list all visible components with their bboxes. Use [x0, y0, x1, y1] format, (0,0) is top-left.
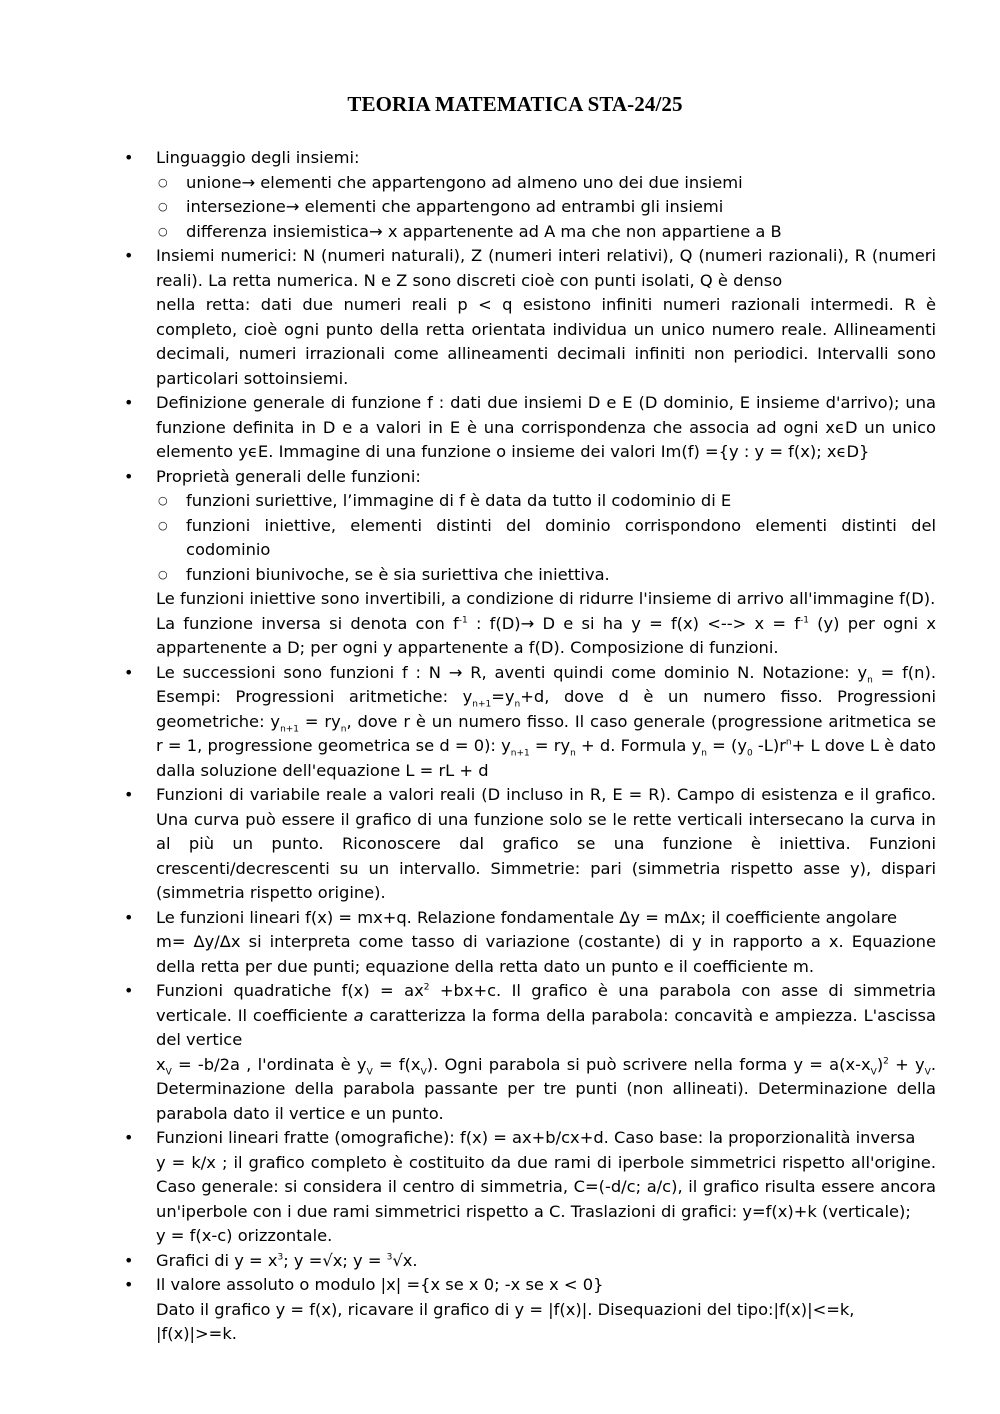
subscript: V — [366, 1066, 373, 1077]
text-run: = ry — [529, 736, 571, 755]
sub-item-biunivoche: ○ funzioni biunivoche, se è sia suriettiva che iniettiva. — [156, 563, 936, 588]
superscript: 2 — [883, 1056, 889, 1067]
bullet-variabile-reale: • Funzioni di variabile reale a valori reali (D incluso in R, E = R). Campo di esistenza e il grafico. Una curva può essere il grafico di una funzione solo se le rette verticali intersecano la curva in al più un punto. Riconoscere dal grafico se una funzione è iniettiva. Funzioni crescenti/decrescenti su un intervallo. Simmetrie: pari (simmetria rispetto asse y), dispari (simmetria rispetto origine). — [156, 783, 936, 906]
sub-item-suriettive: ○ funzioni suriettive, l’immagine di f è data da tutto il codominio di E — [156, 489, 936, 514]
text-run: = ry — [299, 711, 341, 731]
paragraph-line: Dato il grafico y = f(x), ricavare il grafico di y = |f(x)|. Disequazioni del tipo:|f(x)|<=k, — [156, 1299, 855, 1319]
bullet-successioni — [156, 661, 936, 784]
bullet-insiemi-numerici — [156, 244, 936, 391]
document-title: TEORIA MATEMATICA STA-24/25 — [347, 92, 683, 116]
text-run: = f(x — [372, 1054, 421, 1074]
text-run: Grafici di y = x — [156, 1250, 278, 1270]
text-run: : f(D)→ D e si ha y = f(x) <--> x = f — [467, 613, 800, 633]
text-run: = f(n). Esempi: Progressioni aritmetiche: y — [156, 662, 936, 706]
paragraph-inversa — [156, 612, 936, 661]
text-run: +bx+c. Il grafico è una parabola con asse di simmetria verticale. Il coefficiente — [156, 981, 936, 1025]
sub-item-unione: ○ unione→ elementi che appartengono ad almeno uno dei due insiemi — [156, 171, 936, 196]
bullet-funzioni-fratte — [156, 1126, 936, 1249]
italic-coefficient: a — [353, 1005, 364, 1025]
text-run: = -b/2a , l'ordinata è y — [171, 1054, 367, 1074]
bullet-definizione-funzione: • Definizione generale di funzione f : dati due insiemi D e E (D dominio, E insieme d'arrivo); una funzione definita in D e a valori in E è una corrispondenza che associa ad ogni xϵD un unico elemento yϵE. Immagine di una funzione o insieme dei valori Im(f) ={y : y = f(x); xϵD} — [156, 391, 936, 465]
bullet-heading: • Proprietà generali delle funzioni: — [156, 466, 421, 486]
paragraph-line: • Insiemi numerici: N (numeri naturali), Z (numeri interi relativi), Q (numeri razionali), R (numeri — [156, 246, 936, 265]
subscript: n — [340, 723, 347, 734]
text-run: ; y =√x; y = — [283, 1250, 387, 1270]
text-run: +d, dove d è un numero fisso. Progressioni geometriche: y — [156, 687, 936, 731]
subscript: n — [514, 699, 521, 710]
bullet-grafici — [156, 1249, 936, 1274]
text-run: , dove r è un numero fisso. Il caso generale (progressione aritmetica se r = 1, progressione geometrica se d = 0): y — [156, 711, 936, 755]
paragraph-line: • Funzioni lineari fratte (omografiche): f(x) = ax+b/cx+d. Caso base: la proporzionalità inversa — [156, 1128, 916, 1147]
text-run: Funzioni quadratiche f(x) = ax — [156, 981, 424, 1000]
superscript: -1 — [799, 615, 809, 626]
text-run: La funzione inversa si denota con f — [156, 613, 459, 633]
subscript: n — [867, 674, 873, 685]
subscript: n+1 — [472, 699, 492, 710]
text-run: = (y — [706, 736, 747, 755]
paragraph-line: y = f(x-c) orizzontale. — [156, 1226, 333, 1245]
text-run: caratterizza la forma della parabola: concavità e ampiezza. L'ascissa del vertice — [156, 1005, 936, 1049]
superscript: 3 — [277, 1252, 284, 1263]
superscript: n — [785, 737, 792, 748]
text-run: . Determinazione della parabola passante per tre punti (non allineati). Determinazione della parabola dato il vertice e un punto. — [156, 1054, 936, 1123]
subscript: n+1 — [510, 748, 530, 759]
text-run: =y — [491, 687, 515, 706]
bullet-valore-assoluto — [156, 1273, 936, 1347]
text-run: + y — [888, 1054, 925, 1074]
bullet-funzioni-lineari — [156, 906, 936, 980]
text-run: -L)r — [752, 736, 786, 755]
paragraph-line: • Le funzioni lineari f(x) = mx+q. Relazione fondamentale Δy = mΔx; il coefficiente angolare — [156, 907, 898, 927]
paragraph-text: nella retta: dati due numeri reali p < q esistono infiniti numeri razionali intermedi. R è completo, cioè ogni punto della retta orientata individua un unico numero reale. Allineamenti decimali, numeri irrazionali come allineamenti decimali infiniti non periodici. Intervalli sono particolari sottoinsiemi. — [156, 295, 936, 388]
text-run: √x. — [392, 1250, 418, 1270]
sub-item-intersezione: ○ intersezione→ elementi che appartengono ad entrambi gli insiemi — [156, 195, 936, 220]
paragraph-line: • Il valore assoluto o modulo |x| ={x se x 0; -x se x < 0} — [156, 1275, 604, 1294]
subscript: 0 — [746, 748, 753, 759]
text-run: x — [156, 1054, 166, 1074]
text-run: Le successioni sono funzioni f : N → R, aventi quindi come dominio N. Notazione: y — [156, 662, 868, 682]
subscript: V — [165, 1066, 172, 1077]
paragraph-text: y = k/x ; il grafico completo è costituito da due rami di iperbole simmetrici rispetto all'origine. Caso generale: si considera il centro di simmetria, C=(-d/c; a/c), il grafico risulta essere ancora un'iperbole con i due rami simmetrici rispetto a C. Traslazioni di grafici: y=f(x)+k (verticale); — [156, 1152, 936, 1221]
bullet-funzioni-quadratiche — [156, 979, 936, 1126]
paragraph-line: |f(x)|>=k. — [156, 1324, 237, 1343]
subscript: n — [570, 748, 576, 759]
sub-item-differenza: ○ differenza insiemistica→ x appartenente ad A ma che non appartiene a B — [156, 220, 936, 245]
paragraph-line: Le funzioni iniettive sono invertibili, a condizione di ridurre l'insieme di arrivo all'immagine f(D). — [156, 589, 936, 608]
subscript: n — [701, 748, 707, 759]
bullet-proprieta-funzioni — [156, 465, 936, 490]
text-run: + L dove L è dato dalla soluzione dell'equazione L = rL + d — [156, 736, 937, 780]
paragraph-text: m= Δy/Δx si interpreta come tasso di variazione (costante) di y in rapporto a x. Equazione della retta per due punti; equazione della retta dato un punto e il coefficiente m. — [156, 932, 936, 976]
text-run: + d. Formula y — [575, 736, 702, 755]
document-body — [156, 146, 936, 1347]
bullet-heading: • Linguaggio degli insiemi: — [156, 148, 360, 167]
bullet-insiemi-linguaggio — [156, 146, 936, 171]
text-run: ). Ogni parabola si può scrivere nella forma y = a(x-x — [426, 1054, 871, 1074]
sub-item-iniettive: ○ funzioni iniettive, elementi distinti del dominio corrispondono elementi distinti del codominio — [156, 514, 936, 563]
subscript: n+1 — [280, 723, 300, 734]
text-run: ) — [876, 1054, 884, 1074]
superscript: 3 — [386, 1252, 393, 1263]
superscript: 2 — [423, 982, 430, 993]
superscript: -1 — [458, 615, 468, 626]
paragraph-line: reali). La retta numerica. N e Z sono discreti cioè con punti isolati, Q è denso — [156, 270, 783, 290]
text-run: (y) per ogni x appartenente a D; per ogni y appartenente a f(D). Composizione di funzioni. — [156, 613, 936, 657]
subscript: V — [924, 1066, 931, 1077]
subscript: V — [420, 1066, 427, 1077]
subscript: V — [870, 1066, 877, 1077]
